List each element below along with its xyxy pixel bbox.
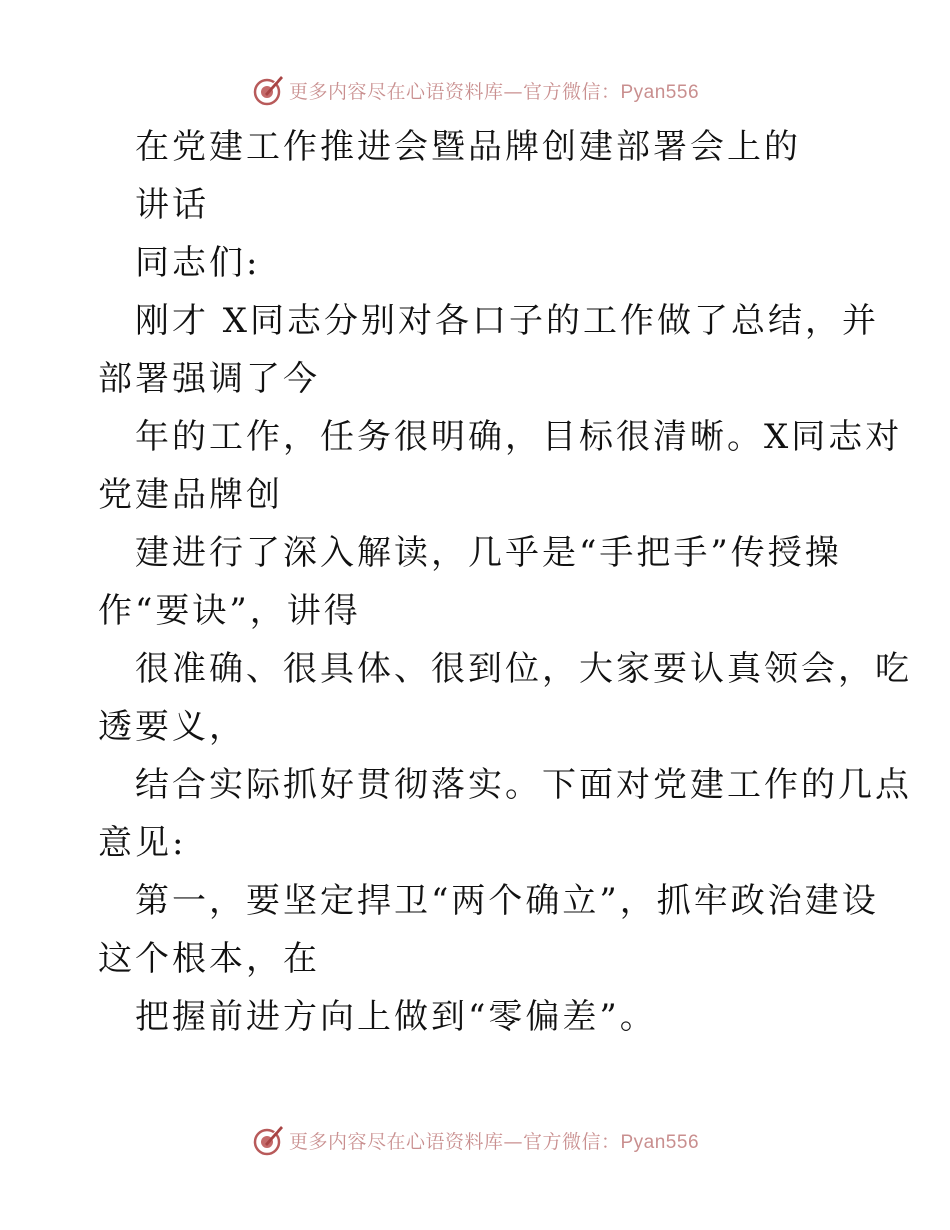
watermark-text: 更多内容尽在心语资料库—官方微信：Pyan556 — [288, 1130, 700, 1153]
text-line: 建进行了深入解读，几乎是“手把手”传授操 — [135, 533, 842, 573]
watermark-text: 更多内容尽在心语资料库—官方微信：Pyan556 — [288, 80, 700, 103]
text-line: 透要义， — [98, 707, 246, 747]
text-line: 第一，要坚定捍卫“两个确立”，抓牢政治建设 — [135, 881, 879, 921]
text-line: 年的工作，任务很明确，目标很清晰。X同志对 — [135, 417, 903, 457]
text-line: 结合实际抓好贯彻落实。下面对党建工作的几点 — [135, 765, 912, 805]
header-watermark — [0, 70, 950, 110]
text-line: 党建品牌创 — [98, 475, 283, 515]
text-line: 把握前进方向上做到“零偏差”。 — [135, 997, 657, 1037]
quill-seal-icon — [251, 1122, 287, 1158]
text-line: 作“要诀”，讲得 — [98, 591, 361, 631]
document-body — [98, 118, 912, 1046]
text-line: 很准确、很具体、很到位，大家要认真领会，吃 — [135, 649, 912, 689]
text-line: 同志们: — [135, 243, 261, 283]
footer-watermark — [0, 1120, 950, 1160]
text-line: 这个根本，在 — [98, 939, 320, 979]
text-line: 在党建工作推进会暨品牌创建部署会上的 — [135, 127, 801, 167]
quill-seal-icon — [251, 72, 287, 108]
text-line: 部署强调了今 — [98, 359, 320, 399]
text-line: 刚才 X同志分别对各口子的工作做了总结，并 — [135, 301, 880, 341]
text-line: 意见: — [98, 823, 187, 863]
text-line: 讲话 — [135, 185, 209, 225]
